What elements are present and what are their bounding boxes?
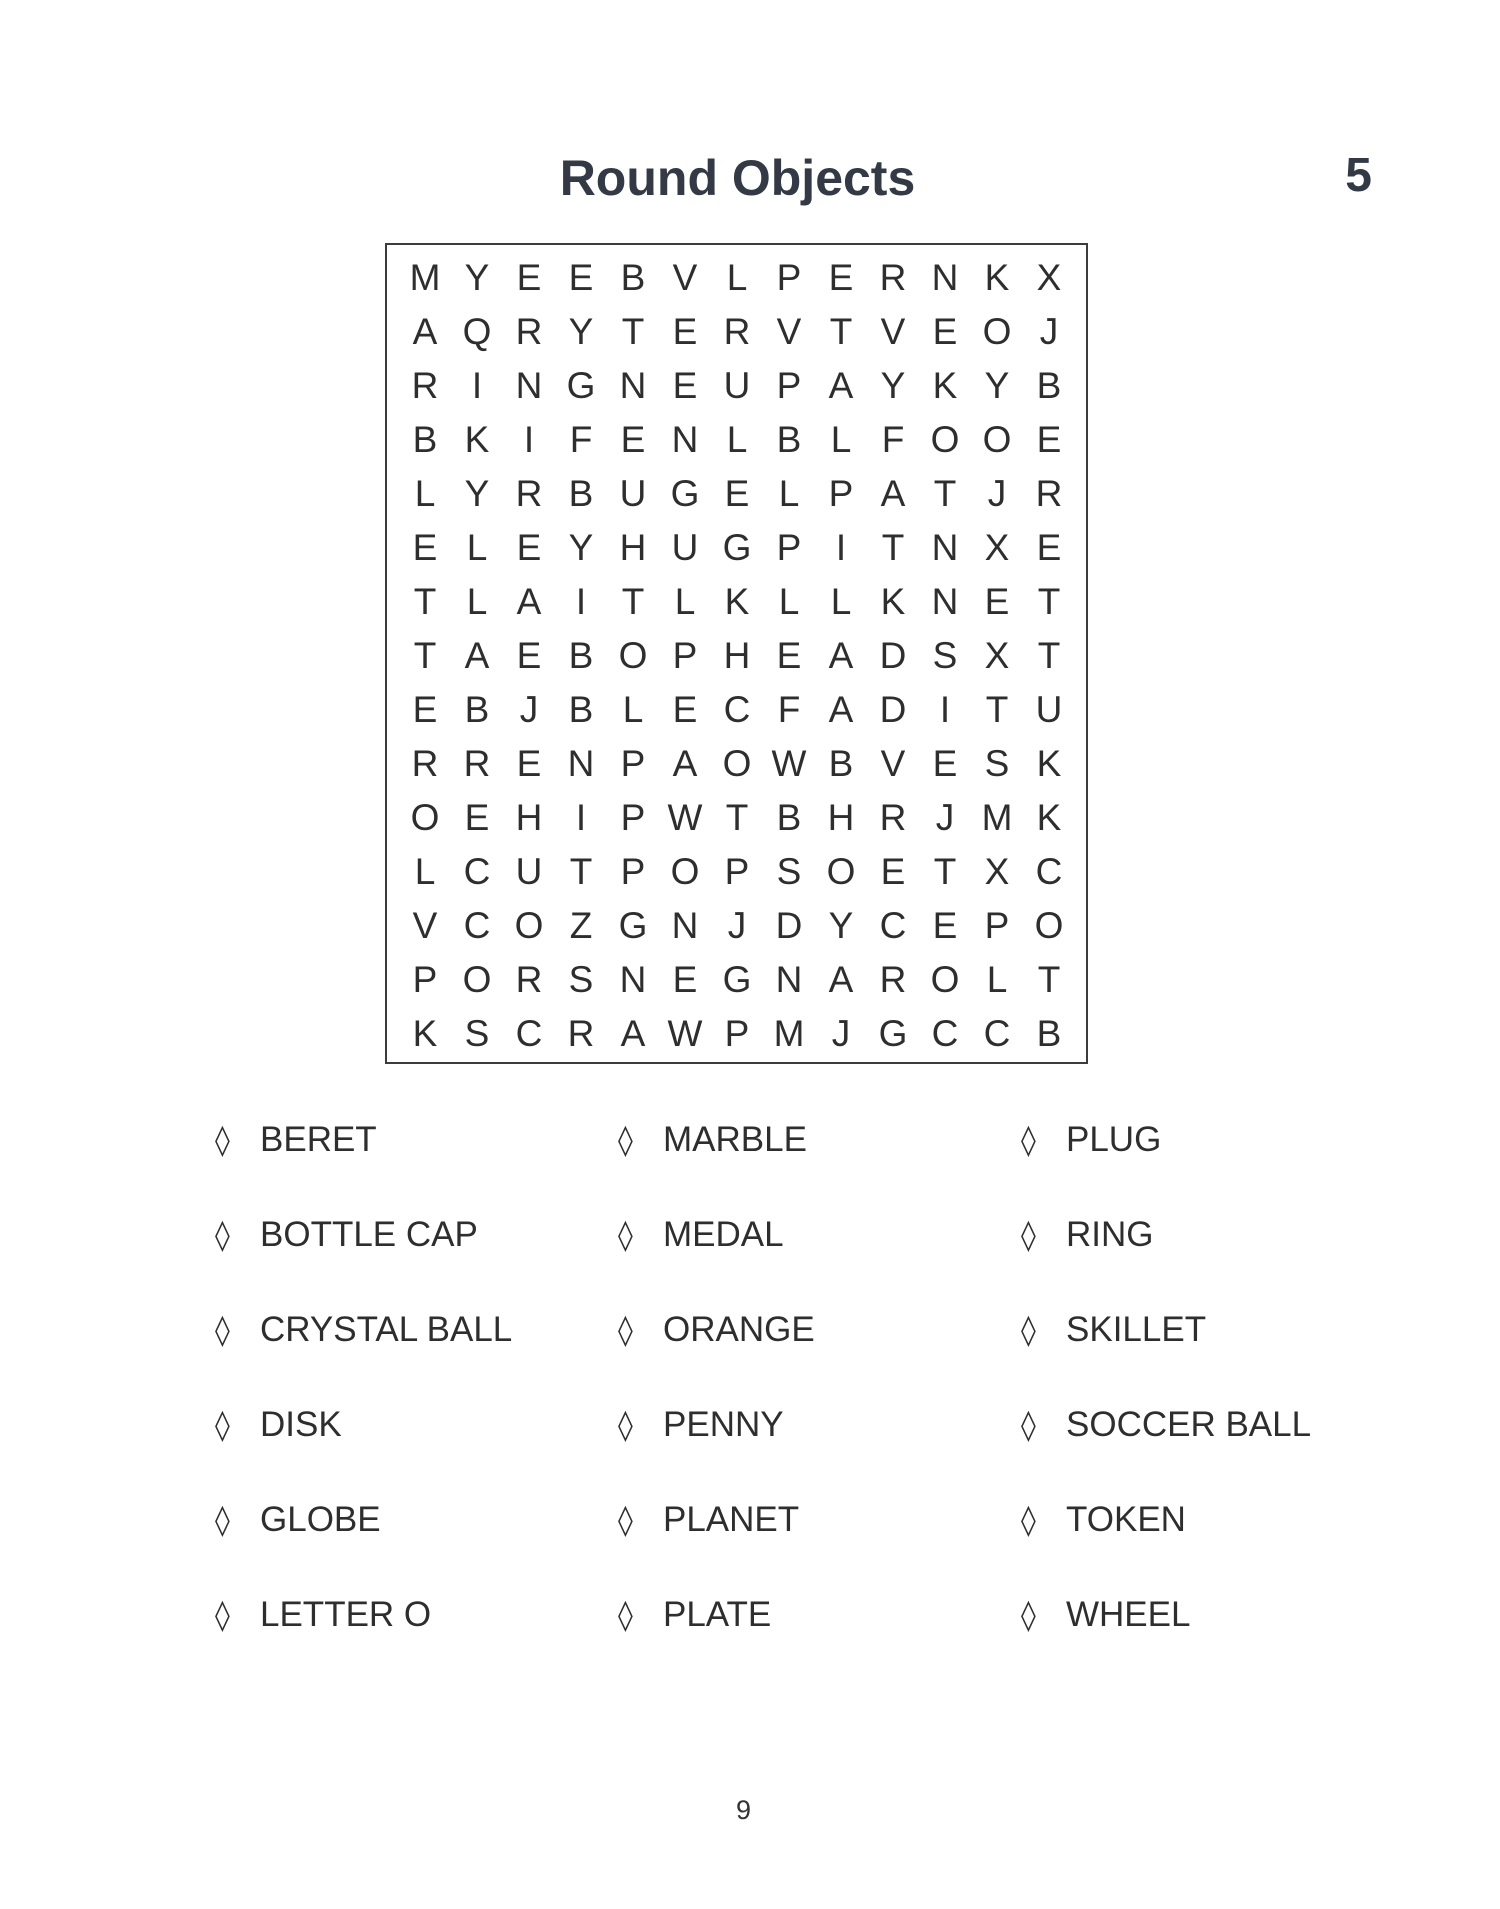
word-label: MARBLE — [663, 1120, 807, 1159]
grid-letter: O — [462, 959, 492, 1000]
word-list-item — [618, 1490, 1021, 1550]
grid-letter: T — [1037, 635, 1061, 676]
grid-letter: P — [776, 257, 802, 298]
grid-letter: E — [724, 473, 750, 514]
grid-letter: N — [515, 365, 543, 406]
grid-letter: Z — [569, 905, 593, 946]
diamond-bullet-icon: ◊ — [618, 1502, 633, 1538]
diamond-bullet-icon: ◊ — [618, 1122, 633, 1158]
grid-letter: B — [1036, 1013, 1062, 1054]
grid-letter: C — [1035, 851, 1063, 892]
grid-letter: A — [672, 743, 698, 784]
grid-letter: E — [828, 257, 854, 298]
grid-letter: M — [773, 1013, 805, 1054]
grid-letter: J — [987, 473, 1007, 514]
grid-letter: C — [463, 851, 491, 892]
word-list-item — [215, 1490, 618, 1550]
word-list-item — [618, 1300, 1021, 1360]
grid-letter: G — [566, 365, 596, 406]
grid-letter: B — [412, 419, 438, 460]
grid-letter: D — [775, 905, 803, 946]
grid-letter: K — [1036, 797, 1062, 838]
word-list-item — [215, 1585, 618, 1645]
grid-letter: O — [514, 905, 544, 946]
word-list-item — [1021, 1110, 1355, 1170]
grid-letter: L — [986, 959, 1008, 1000]
word-label: SOCCER BALL — [1066, 1405, 1312, 1444]
word-list-item — [1021, 1205, 1355, 1265]
grid-letter: M — [981, 797, 1013, 838]
grid-letter: I — [575, 797, 587, 838]
word-list-item — [1021, 1585, 1355, 1645]
grid-letter: N — [671, 905, 699, 946]
grid-letter: N — [619, 959, 647, 1000]
word-label: BOTTLE CAP — [260, 1215, 478, 1254]
grid-letter: S — [776, 851, 802, 892]
grid-letter: C — [879, 905, 907, 946]
grid-letter: T — [725, 797, 749, 838]
grid-letter: P — [620, 797, 646, 838]
grid-letter: T — [933, 473, 957, 514]
grid-letter: G — [618, 905, 648, 946]
grid-letter: S — [984, 743, 1010, 784]
grid-letter: A — [828, 365, 854, 406]
grid-letter: E — [516, 635, 542, 676]
grid-letter: I — [575, 581, 587, 622]
diamond-bullet-icon: ◊ — [618, 1407, 633, 1443]
grid-letter: V — [412, 905, 438, 946]
grid-letter: W — [771, 743, 807, 784]
grid-letter: R — [515, 311, 543, 352]
diamond-bullet-icon: ◊ — [1021, 1312, 1036, 1348]
grid-letter: R — [515, 473, 543, 514]
grid-letter: P — [620, 743, 646, 784]
grid-letter: E — [672, 689, 698, 730]
grid-letter: X — [984, 527, 1010, 568]
grid-letter: Y — [464, 473, 490, 514]
grid-letter: N — [931, 257, 959, 298]
grid-letter: B — [568, 689, 594, 730]
grid-letter: U — [619, 473, 647, 514]
word-label: MEDAL — [663, 1215, 784, 1254]
word-label: PLATE — [663, 1595, 772, 1634]
grid-letter: X — [984, 851, 1010, 892]
grid-letter: O — [1034, 905, 1064, 946]
grid-letter: V — [880, 743, 906, 784]
grid-letter: D — [879, 689, 907, 730]
grid-letter: R — [411, 365, 439, 406]
word-label: PENNY — [663, 1405, 784, 1444]
grid-letter: T — [413, 581, 437, 622]
grid-letter: Y — [984, 365, 1010, 406]
grid-letter: P — [724, 1013, 750, 1054]
diamond-bullet-icon: ◊ — [618, 1597, 633, 1633]
word-list-item — [618, 1110, 1021, 1170]
grid-letter: K — [984, 257, 1010, 298]
grid-letter: E — [672, 959, 698, 1000]
grid-letter: E — [412, 527, 438, 568]
word-search-grid-frame — [385, 243, 1088, 1064]
grid-letter: L — [466, 581, 488, 622]
grid-letter: R — [1035, 473, 1063, 514]
grid-letter: K — [724, 581, 750, 622]
grid-letter: X — [984, 635, 1010, 676]
word-list-item — [215, 1395, 618, 1455]
grid-letter: O — [930, 419, 960, 460]
page-number: 9 — [735, 1795, 752, 1825]
word-label: PLANET — [663, 1500, 800, 1539]
diamond-bullet-icon: ◊ — [1021, 1597, 1036, 1633]
grid-letter: A — [620, 1013, 646, 1054]
word-list-item — [1021, 1490, 1355, 1550]
grid-letter: T — [933, 851, 957, 892]
grid-letter: S — [464, 1013, 490, 1054]
grid-letter: M — [409, 257, 441, 298]
grid-letter: A — [828, 959, 854, 1000]
grid-letter: E — [672, 311, 698, 352]
grid-letter: I — [835, 527, 847, 568]
grid-letter: T — [829, 311, 853, 352]
grid-letter: G — [722, 527, 752, 568]
word-label: BERET — [260, 1120, 377, 1159]
word-list — [215, 1110, 1355, 1680]
diamond-bullet-icon: ◊ — [215, 1312, 230, 1348]
grid-letter: C — [515, 1013, 543, 1054]
grid-letter: R — [879, 797, 907, 838]
grid-letter: S — [932, 635, 958, 676]
grid-letter: T — [985, 689, 1009, 730]
grid-letter: B — [1036, 365, 1062, 406]
grid-letter: J — [727, 905, 747, 946]
word-label: CRYSTAL BALL — [260, 1310, 513, 1349]
grid-letter: C — [983, 1013, 1011, 1054]
grid-letter: R — [879, 257, 907, 298]
word-list-item — [618, 1585, 1021, 1645]
diamond-bullet-icon: ◊ — [1021, 1217, 1036, 1253]
grid-letter: E — [516, 527, 542, 568]
grid-letter: E — [412, 689, 438, 730]
grid-letter: R — [515, 959, 543, 1000]
grid-letter: P — [984, 905, 1010, 946]
grid-letter: J — [1039, 311, 1059, 352]
diamond-bullet-icon: ◊ — [215, 1502, 230, 1538]
grid-letter: L — [778, 473, 800, 514]
grid-letter: K — [412, 1013, 438, 1054]
grid-letter: A — [516, 581, 542, 622]
grid-letter: O — [618, 635, 648, 676]
grid-letter: E — [932, 905, 958, 946]
grid-letter: E — [1036, 419, 1062, 460]
grid-letter: F — [569, 419, 593, 460]
grid-letter: G — [878, 1013, 908, 1054]
grid-letter: R — [723, 311, 751, 352]
diamond-bullet-icon: ◊ — [1021, 1502, 1036, 1538]
word-label: TOKEN — [1066, 1500, 1186, 1539]
diamond-bullet-icon: ◊ — [618, 1312, 633, 1348]
grid-letter: V — [880, 311, 906, 352]
grid-letter: E — [620, 419, 646, 460]
grid-letter: J — [519, 689, 539, 730]
grid-letter: C — [723, 689, 751, 730]
grid-letter: B — [620, 257, 646, 298]
grid-letter: L — [778, 581, 800, 622]
word-label: WHEEL — [1066, 1595, 1191, 1634]
grid-letter: B — [464, 689, 490, 730]
grid-letter: A — [828, 635, 854, 676]
grid-letter: O — [410, 797, 440, 838]
word-list-item — [215, 1205, 618, 1265]
grid-letter: V — [776, 311, 802, 352]
grid-letter: L — [830, 419, 852, 460]
grid-letter: D — [879, 635, 907, 676]
word-list-item — [1021, 1300, 1355, 1360]
grid-letter: R — [463, 743, 491, 784]
grid-letter: E — [984, 581, 1010, 622]
grid-letter: H — [515, 797, 543, 838]
grid-letter: P — [828, 473, 854, 514]
grid-letter: E — [1036, 527, 1062, 568]
grid-letter: N — [567, 743, 595, 784]
grid-letter: F — [777, 689, 801, 730]
grid-letter: E — [776, 635, 802, 676]
grid-letter: E — [568, 257, 594, 298]
grid-letter: N — [671, 419, 699, 460]
grid-letter: O — [982, 311, 1012, 352]
grid-letter: E — [672, 365, 698, 406]
grid-letter: G — [670, 473, 700, 514]
grid-letter: W — [667, 797, 703, 838]
grid-letter: P — [672, 635, 698, 676]
grid-letter: T — [621, 311, 645, 352]
diamond-bullet-icon: ◊ — [1021, 1407, 1036, 1443]
grid-letter: A — [828, 689, 854, 730]
grid-letter: N — [931, 581, 959, 622]
word-label: RING — [1066, 1215, 1154, 1254]
grid-letter: U — [515, 851, 543, 892]
grid-letter: X — [1036, 257, 1062, 298]
grid-letter: N — [775, 959, 803, 1000]
grid-letter: U — [671, 527, 699, 568]
grid-letter: B — [776, 797, 802, 838]
grid-letter: E — [932, 311, 958, 352]
grid-letter: O — [722, 743, 752, 784]
grid-letter: P — [724, 851, 750, 892]
grid-letter: W — [667, 1013, 703, 1054]
grid-letter: I — [523, 419, 535, 460]
grid-letter: T — [1037, 959, 1061, 1000]
grid-letter: A — [412, 311, 438, 352]
grid-letter: E — [932, 743, 958, 784]
grid-letter: K — [1036, 743, 1062, 784]
grid-letter: T — [413, 635, 437, 676]
diamond-bullet-icon: ◊ — [215, 1597, 230, 1633]
puzzle-number: 5 — [1345, 149, 1372, 202]
grid-letter: K — [880, 581, 906, 622]
word-list-item — [618, 1205, 1021, 1265]
word-list-item — [215, 1300, 618, 1360]
grid-letter: C — [463, 905, 491, 946]
grid-letter: L — [622, 689, 644, 730]
grid-letter: J — [831, 1013, 851, 1054]
grid-letter: L — [466, 527, 488, 568]
grid-letter: Q — [462, 311, 492, 352]
grid-letter: H — [723, 635, 751, 676]
diamond-bullet-icon: ◊ — [1021, 1122, 1036, 1158]
grid-letter: K — [464, 419, 490, 460]
grid-letter: A — [464, 635, 490, 676]
grid-letter: N — [931, 527, 959, 568]
grid-letter: L — [830, 581, 852, 622]
grid-letter: B — [828, 743, 854, 784]
grid-letter: R — [879, 959, 907, 1000]
grid-letter: Y — [828, 905, 854, 946]
grid-letter: P — [412, 959, 438, 1000]
diamond-bullet-icon: ◊ — [215, 1407, 230, 1443]
grid-letter: A — [880, 473, 906, 514]
word-list-item — [618, 1395, 1021, 1455]
grid-letter: Y — [880, 365, 906, 406]
grid-letter: P — [620, 851, 646, 892]
diamond-bullet-icon: ◊ — [215, 1122, 230, 1158]
grid-letter: K — [932, 365, 958, 406]
diamond-bullet-icon: ◊ — [215, 1217, 230, 1253]
grid-letter: R — [567, 1013, 595, 1054]
grid-letter: G — [722, 959, 752, 1000]
grid-letter: L — [726, 419, 748, 460]
grid-letter: V — [672, 257, 698, 298]
word-search-grid — [399, 251, 1075, 1061]
grid-letter: H — [827, 797, 855, 838]
grid-letter: F — [881, 419, 905, 460]
grid-letter: E — [880, 851, 906, 892]
grid-letter: P — [776, 365, 802, 406]
grid-letter: L — [674, 581, 696, 622]
grid-letter: H — [619, 527, 647, 568]
grid-letter: O — [670, 851, 700, 892]
grid-letter: L — [414, 473, 436, 514]
grid-letter: O — [826, 851, 856, 892]
grid-letter: C — [931, 1013, 959, 1054]
grid-letter: B — [568, 635, 594, 676]
grid-letter: E — [516, 743, 542, 784]
grid-letter: J — [935, 797, 955, 838]
grid-letter: T — [569, 851, 593, 892]
grid-letter: S — [568, 959, 594, 1000]
grid-letter: Y — [568, 311, 594, 352]
grid-letter: P — [776, 527, 802, 568]
grid-letter: R — [411, 743, 439, 784]
grid-letter: E — [516, 257, 542, 298]
diamond-bullet-icon: ◊ — [618, 1217, 633, 1253]
page-title: Round Objects — [559, 150, 916, 206]
grid-letter: T — [621, 581, 645, 622]
grid-letter: L — [726, 257, 748, 298]
word-list-item — [215, 1110, 618, 1170]
grid-letter: I — [471, 365, 483, 406]
grid-letter: L — [414, 851, 436, 892]
word-label: ORANGE — [663, 1310, 815, 1349]
grid-letter: Y — [464, 257, 490, 298]
word-label: SKILLET — [1066, 1310, 1207, 1349]
grid-letter: E — [464, 797, 490, 838]
word-label: DISK — [260, 1405, 342, 1444]
grid-letter: B — [568, 473, 594, 514]
grid-letter: T — [1037, 581, 1061, 622]
grid-letter: T — [881, 527, 905, 568]
grid-letter: B — [776, 419, 802, 460]
grid-letter: Y — [568, 527, 594, 568]
grid-letter: U — [1035, 689, 1063, 730]
word-label: GLOBE — [260, 1500, 381, 1539]
word-label: LETTER O — [260, 1595, 432, 1634]
word-list-item — [1021, 1395, 1355, 1455]
word-label: PLUG — [1066, 1120, 1162, 1159]
grid-letter: O — [930, 959, 960, 1000]
grid-letter: U — [723, 365, 751, 406]
grid-letter: I — [939, 689, 951, 730]
grid-letter: O — [982, 419, 1012, 460]
grid-letter: N — [619, 365, 647, 406]
